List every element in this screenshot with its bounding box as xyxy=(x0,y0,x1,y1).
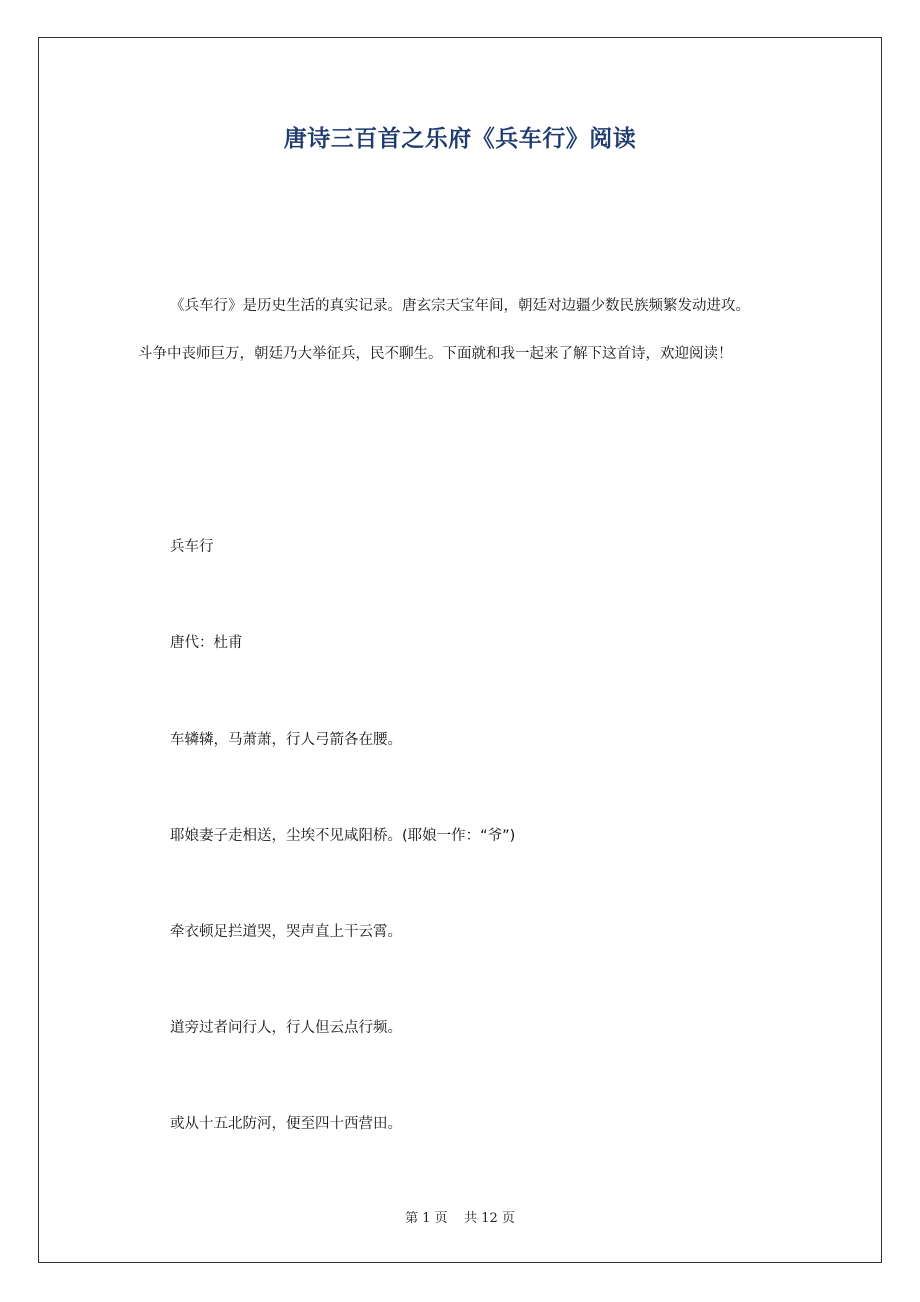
poem-author: 唐代：杜甫 xyxy=(170,635,243,651)
poem-line: 或从十五北防河，便至四十西营田。 xyxy=(170,1116,402,1132)
poem-line: 道旁过者问行人，行人但云点行频。 xyxy=(170,1020,402,1036)
intro-paragraph-line-1: 《兵车行》是历史生活的真实记录。唐玄宗天宝年间，朝廷对边疆少数民族频繁发动进攻。 xyxy=(170,298,750,314)
page-number-footer: 第 1 页 共 12 页 xyxy=(405,1211,515,1226)
poem-line: 耶娘妻子走相送，尘埃不见咸阳桥。(耶娘一作：“爷”) xyxy=(170,828,516,844)
poem-title: 兵车行 xyxy=(170,539,214,555)
page-border xyxy=(38,37,882,1263)
intro-paragraph-line-2: 斗争中丧师巨万，朝廷乃大举征兵，民不聊生。下面就和我一起来了解下这首诗，欢迎阅读！ xyxy=(138,346,733,362)
poem-line: 车辚辚，马萧萧，行人弓箭各在腰。 xyxy=(170,732,402,748)
poem-line: 牵衣顿足拦道哭，哭声直上干云霄。 xyxy=(170,924,402,940)
document-title: 唐诗三百首之乐府《兵车行》阅读 xyxy=(283,126,637,152)
